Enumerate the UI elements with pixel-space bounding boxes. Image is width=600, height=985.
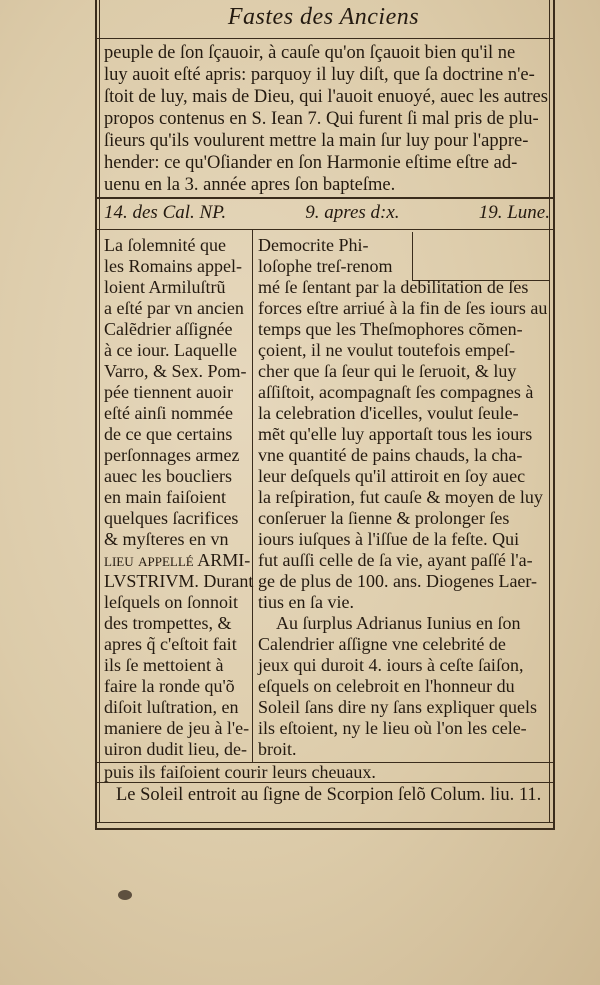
text-line: les Romains appel- bbox=[104, 256, 242, 276]
text-line: uenu en la 3. année apres ſon bapteſme. bbox=[104, 175, 396, 195]
text-line: jeux qui duroit 4. iours à ceſte ſaiſon, bbox=[258, 655, 524, 675]
text-line: puis ils faiſoient courir leurs cheuaux. bbox=[104, 762, 376, 782]
text-line: hender: ce qu'Oſiander en ſon Harmonie eſtime eſtre ad- bbox=[104, 153, 518, 173]
ink-blot bbox=[118, 890, 132, 900]
text-line: iours iuſques à l'iſſue de la feſte. Qui bbox=[258, 529, 520, 549]
text-line: propos contenus en S. Iean 7. Qui furent ſi mal pris de plu- bbox=[104, 109, 539, 129]
text-line: fut auſſi celle de ſa vie, ayant paſſé l'a- bbox=[258, 550, 533, 570]
text-line: temps que les Theſmophores cõmen- bbox=[258, 319, 523, 339]
text-line: Democrite Phi- bbox=[258, 235, 369, 255]
text-line: à ce iour. Laquelle bbox=[104, 340, 237, 360]
text-line: leur deſquels qu'il attiroit en ſoy auec bbox=[258, 466, 526, 486]
text-line: uiron dudit lieu, de- bbox=[104, 739, 247, 759]
text-line: apres q̃ c'eſtoit fait bbox=[104, 634, 237, 654]
text-line: des trompettes, & bbox=[104, 613, 232, 633]
text-line: loſophe treſ-renom bbox=[258, 256, 393, 276]
text-line: tius en ſa vie. bbox=[258, 592, 354, 612]
text-line: lieu appellé ARMI- bbox=[104, 550, 251, 570]
box-left-rule bbox=[412, 232, 413, 280]
text-line: ge de plus de 100. ans. Diogenes Laer- bbox=[258, 571, 538, 591]
text-line: ſieurs qu'ils voulurent mettre la main ſur luy pour l'appre- bbox=[104, 131, 529, 151]
text-line: Calẽdrier aſſignée bbox=[104, 319, 233, 339]
text-line: cher que ſa ſeur qui le ſeruoit, & luy bbox=[258, 361, 517, 381]
dateline-bottom-rule bbox=[97, 229, 553, 230]
text-line: Au ſurplus Adrianus Iunius en ſon bbox=[276, 613, 521, 633]
dateline-calends: 14. des Cal. NP. bbox=[104, 202, 227, 223]
text-line: mé ſe ſentant par la debilitation de ſes bbox=[258, 277, 529, 297]
text-line: conſeruer la ſienne & prolonger ſes bbox=[258, 508, 510, 528]
text-line: pée tiennent auoir bbox=[104, 382, 233, 402]
dateline-top-rule bbox=[97, 197, 553, 199]
column-divider-rule bbox=[252, 230, 253, 762]
text-line: maniere de jeu à l'e- bbox=[104, 718, 250, 738]
text-line: en main faiſoient bbox=[104, 487, 226, 507]
text-line: leſquels on ſonnoit bbox=[104, 592, 238, 612]
text-line: a eſté par vn ancien bbox=[104, 298, 244, 318]
footer-bottom-rule bbox=[95, 822, 555, 823]
text-line: broit. bbox=[258, 739, 297, 759]
text-line: mẽt qu'elle luy apportaſt tous les iours bbox=[258, 424, 533, 444]
frame-bottom-rule bbox=[95, 828, 555, 830]
text-line: çoient, il ne voulut toutefois empeſ- bbox=[258, 340, 515, 360]
text-line: perſonnages armez bbox=[104, 445, 240, 465]
calendar-dateline bbox=[104, 202, 550, 224]
text-line: ils ſe mettoient à bbox=[104, 655, 224, 675]
text-line: ils eſtoient, ny le lieu où l'on les cele- bbox=[258, 718, 527, 738]
text-line: de ce que certains bbox=[104, 424, 233, 444]
text-line: La ſolemnité que bbox=[104, 235, 226, 255]
text-line: faire la ronde qu'õ bbox=[104, 676, 235, 696]
text-line: Soleil ſans dire ny ſans expliquer quels bbox=[258, 697, 537, 717]
frame-left-rule bbox=[95, 0, 97, 830]
dateline-moon: 19. Lune. bbox=[478, 202, 550, 223]
text-line: ſtoit de luy, mais de Dieu, qui l'auoit enuoyé, auec les autres bbox=[104, 87, 548, 107]
text-line: eſquels on celebroit en l'honneur du bbox=[258, 676, 515, 696]
text-line: vne quantité de pains chauds, la cha- bbox=[258, 445, 523, 465]
running-title: Fastes des Anciens bbox=[227, 4, 420, 30]
text-line: Calendrier aſſigne vne celebrité de bbox=[258, 634, 506, 654]
footer-note: Le Soleil entroit au ſigne de Scorpion ſelõ Colum. liu. 11. bbox=[116, 785, 542, 805]
text-line: & myſteres en vn bbox=[104, 529, 229, 549]
text-line: aſſiſtoit, acompagnaſt ſes compagnes à bbox=[258, 382, 534, 402]
text-line: loient Armiluſtrũ bbox=[104, 277, 226, 297]
text-line: la celebration d'icelles, voulut ſeule- bbox=[258, 403, 519, 423]
text-line: luy auoit eſté apris: parquoy il luy diſt, que ſa doctrine n'e- bbox=[104, 65, 535, 85]
text-line: diſoit luſtration, en bbox=[104, 697, 239, 717]
text-line: la reſpiration, fut cauſe & moyen de luy bbox=[258, 487, 543, 507]
header-rule bbox=[97, 38, 553, 39]
text-line: eſté ainſi nommée bbox=[104, 403, 233, 423]
text-line: forces eſtre arriué à la fin de ſes iours au bbox=[258, 298, 548, 318]
text-line: auec les boucliers bbox=[104, 466, 232, 486]
text-line: LVSTRIVM. Durant bbox=[104, 571, 254, 591]
text-line: quelques ſacrifices bbox=[104, 508, 239, 528]
dateline-hour: 9. apres d:x. bbox=[305, 202, 400, 223]
frame-right-rule bbox=[553, 0, 555, 830]
text-line: Varro, & Sex. Pom- bbox=[104, 361, 247, 381]
text-line: peuple de ſon ſçauoir, à cauſe qu'on ſçauoit bien qu'il ne bbox=[104, 43, 516, 63]
frame-left-inner-rule bbox=[99, 0, 100, 822]
